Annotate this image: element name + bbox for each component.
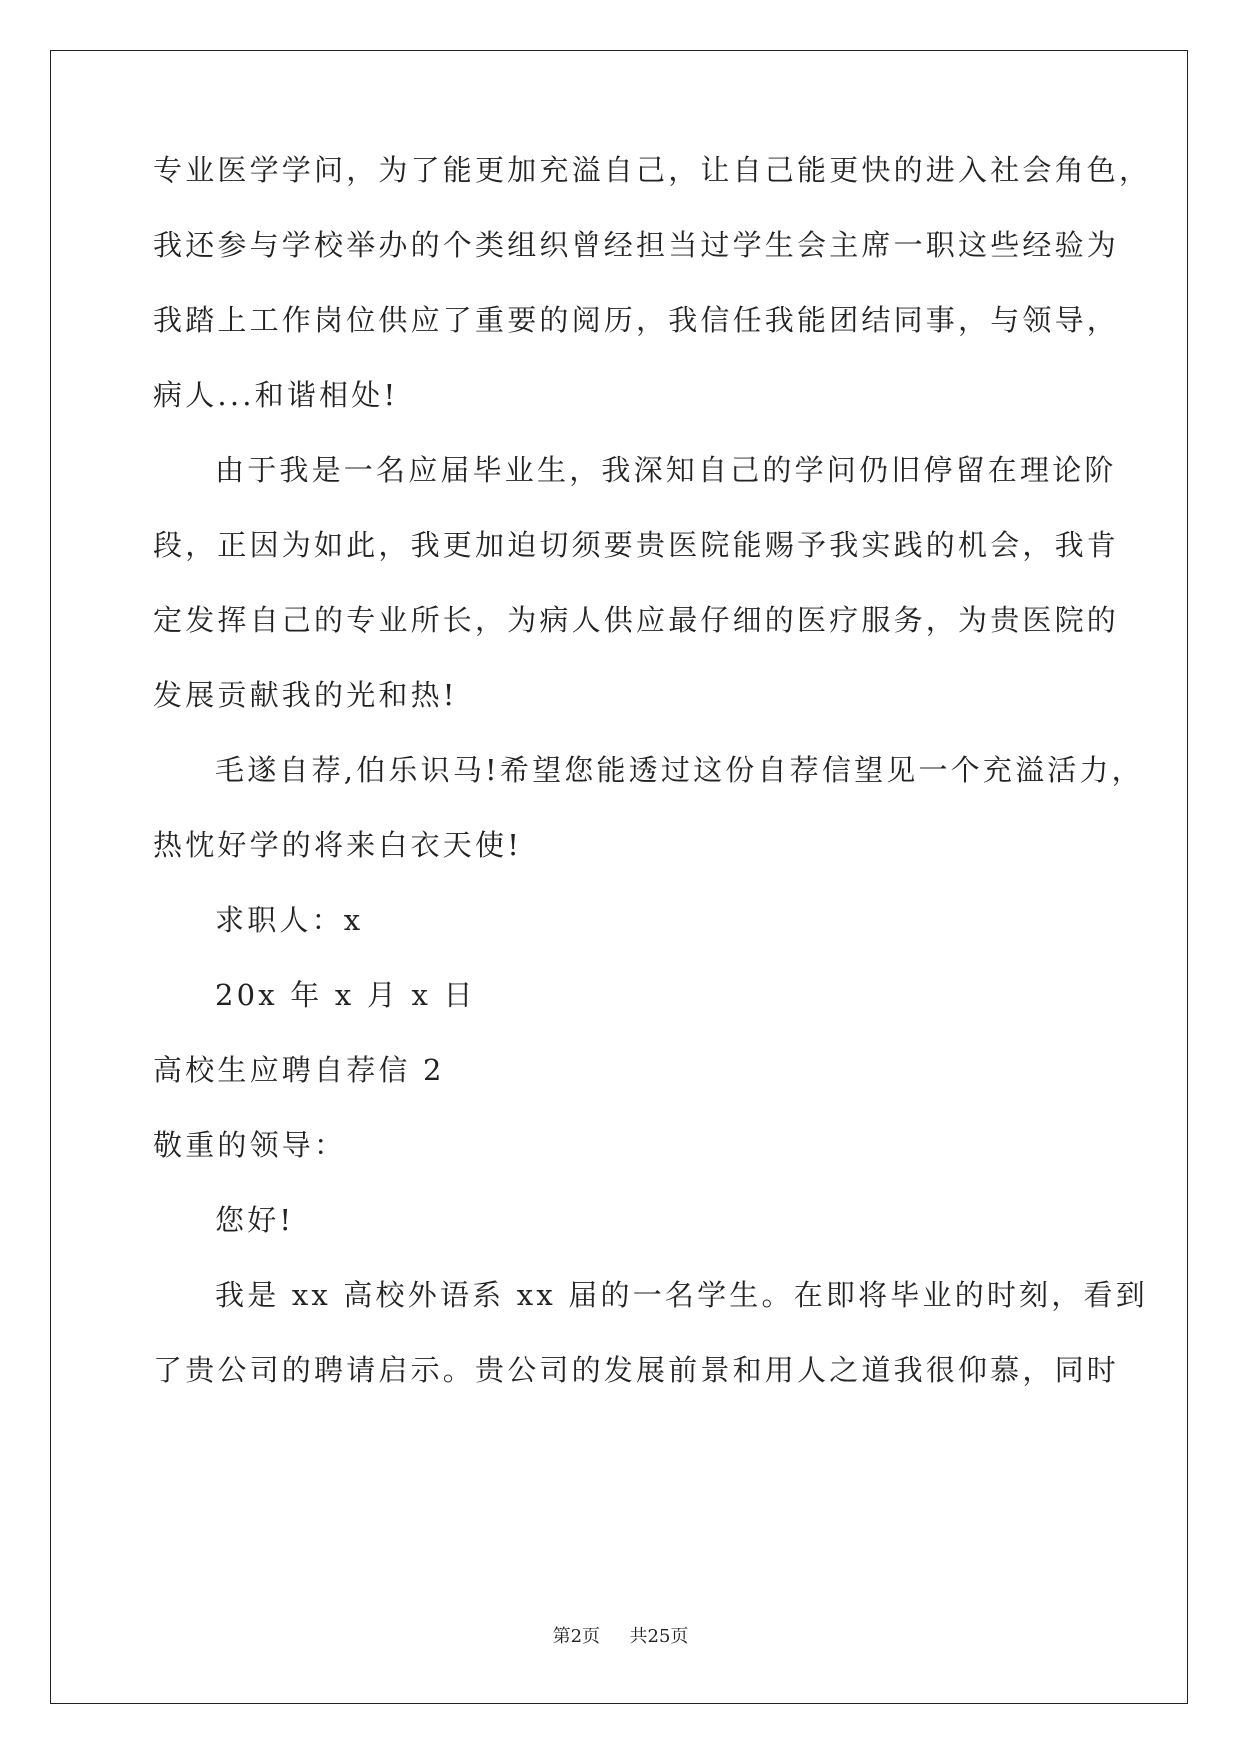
body-line: 我还参与学校举办的个类组织曾经担当过学生会主席一职这些经验为: [153, 228, 1120, 262]
signature-name: 求职人：x: [215, 903, 364, 937]
body-line: 专业医学学问，为了能更加充溢自己，让自己能更快的进入社会角色，: [153, 153, 1152, 187]
body-line: 段，正因为如此，我更加迫切须要贵医院能赐予我实践的机会，我肯: [153, 528, 1120, 562]
body-line: 病人...和谐相处!: [153, 378, 399, 412]
body-line: 定发挥自己的专业所长，为病人供应最仔细的医疗服务，为贵医院的: [153, 603, 1120, 637]
body-line: 了贵公司的聘请启示。贵公司的发展前景和用人之道我很仰慕，同时: [153, 1353, 1120, 1387]
body-line: 热忱好学的将来白衣天使!: [153, 828, 523, 862]
body-line: 毛遂自荐,伯乐识马!希望您能透过这份自荐信望见一个充溢活力，: [215, 753, 1144, 787]
salutation: 敬重的领导：: [153, 1128, 347, 1162]
page-footer: [0, 1626, 1241, 1648]
page-border: [50, 50, 1188, 1704]
page-total: 共25页: [629, 1626, 689, 1647]
page-number: 第2页: [552, 1626, 601, 1647]
body-line: 发展贡献我的光和热!: [153, 678, 458, 712]
signature-date: 20x 年 x 月 x 日: [215, 978, 476, 1012]
section-title: 高校生应聘自荐信 2: [153, 1053, 445, 1087]
body-line: 由于我是一名应届毕业生，我深知自己的学问仍旧停留在理论阶: [215, 453, 1117, 487]
greeting: 您好!: [215, 1203, 295, 1237]
body-line: 我踏上工作岗位供应了重要的阅历，我信任我能团结同事，与领导，: [153, 303, 1120, 337]
body-line: 我是 xx 高校外语系 xx 届的一名学生。在即将毕业的时刻，看到: [215, 1278, 1148, 1312]
